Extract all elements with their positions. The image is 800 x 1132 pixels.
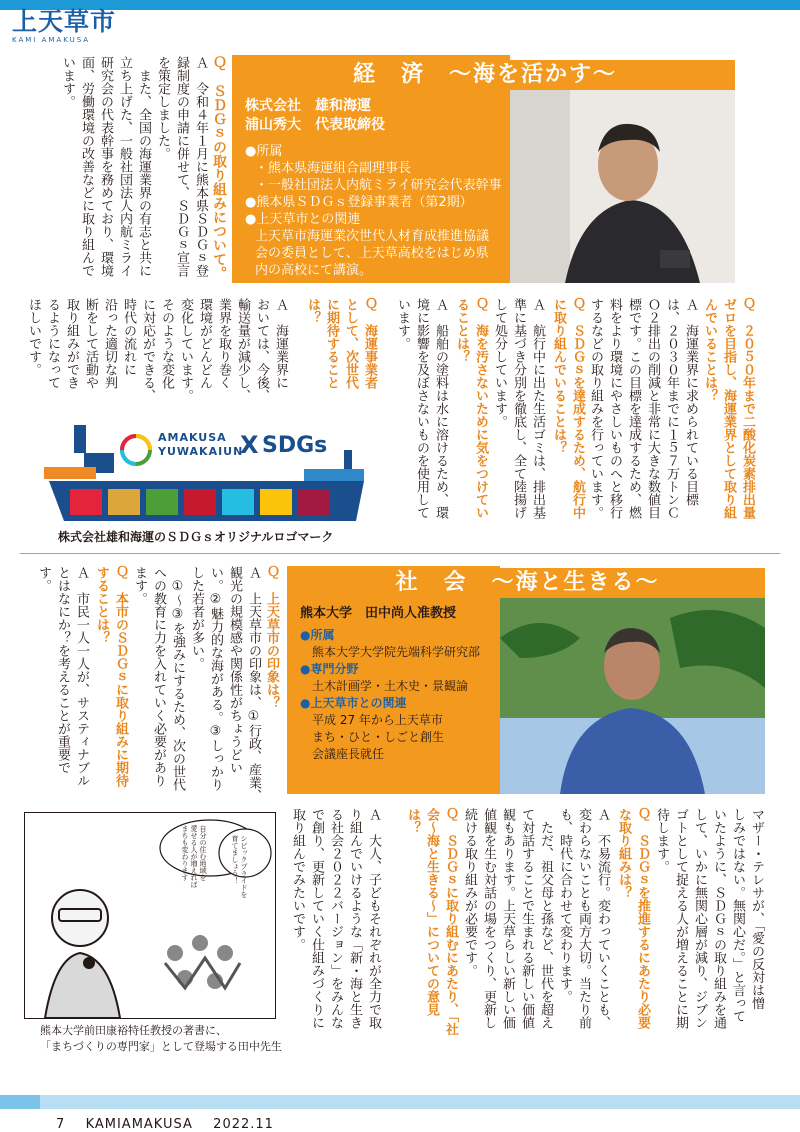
footer-bar [0,1095,40,1109]
society-qa-4-a: Ａ 大人、子どもそれぞれが全力で取 り組んでいけるような「新・海と生き る社会２０２２バージョン」をみんな で創り、更新していく仕組みづくりに 取り組んでみたいです。 [290,808,381,1029]
economy-profile-line: ●所属 [245,144,283,159]
section-divider [20,553,780,554]
society-profile-line: 熊本大学大学院先端科学研究部 [312,645,481,659]
economy-profile-line: ●熊本県ＳＤＧｓ登録事業者（第2期） [245,195,473,210]
logo-caption: 株式会社雄和海運のＳＤＧｓオリジナルロゴマーク [58,530,334,544]
economy-profile-line: ・一般社団法人内航ミライ研究会代表幹事 [255,178,502,193]
economy-profile-line: ●上天草市との関連 [245,212,361,227]
economy-qa-4-q: Ｑ 海を汚さないために気をつけてい ることは？ [454,298,488,519]
manga-bubble-love: 自分の住む地域を 愛せる人が増えれば まちも変わります [181,825,207,888]
footer-bar-light [40,1095,800,1109]
economy-qa-2-q: Ｑ ２０５０年まで二酸化炭素排出量 ゼロを目指し、海運業界として取り組 んでいることは？ [702,298,755,519]
economy-qa-5-a: Ａ 海運業界に おいては、今後、 輸送量が減少し、 業界を取り巻く 環境がどんどん 変化しています。 そのような変化 に対応ができる、 時代の流れに 沿った適切な判 断をして活動や 取り組みができ るようになって ほしいです。 [26,298,288,402]
society-profile-line: 平成 27 年から上天草市 [312,713,443,727]
society-profile-line: まち・ひと・しごと創生 [312,730,445,744]
economy-profile-line: 上天草市海運業次世代人材育成推進協議 [255,229,490,244]
manga-bubble-civic: シビックプライドを 育てましょう！ [231,835,248,898]
society-qa-2-a: Ａ 市民一人一人が、サスティナブル とはなにか？を考えることが重要で す。 [36,566,89,787]
logo-sdgs: SDGs [262,433,328,458]
footer [56,1117,274,1132]
society-profile-line: 会議座長就任 [312,747,385,761]
logo-amakusa: AMAKUSA [158,431,227,444]
society-qa-3-q: Ｑ ＳＤＧｓを推進するにあたり必要 な取り組みは？ [616,808,650,1029]
society-profile-line: ●上天草市との関連 [300,696,407,710]
page-number: 7 [56,1117,66,1132]
society-person: 熊本大学 田中尚人准教授 [300,606,457,621]
city-logo [12,8,132,46]
manga-caption-1: 熊本大学前田康裕特任教授の著書に、 [40,1024,227,1037]
manga-caption-2: 「まちづくりの専門家」として登場する田中先生 [40,1040,282,1053]
economy-company: 株式会社 雄和海運 [245,98,371,114]
economy-qa-3-q: Ｑ ＳＤＧｓを達成するため、航行中 に取り組んでいることは？ [551,298,585,519]
economy-profile [245,97,515,279]
society-profile-line: ●専門分野 [300,662,359,676]
society-qa-2-q: Ｑ 本市のＳＤＧｓに取り組みに期待 することは？ [94,566,128,787]
society-qa-1-q: Ｑ 上天草市の印象は？ [264,566,279,709]
society-profile [300,604,500,763]
economy-profile-line: 内の高校にて講演。 [255,263,373,278]
magazine-name: KAMIAMAKUSA [85,1117,193,1132]
society-portrait-photo [500,598,765,794]
manga-illustration [24,812,276,1019]
economy-portrait-photo [510,90,735,283]
economy-profile-line: ・熊本県海運組合副理事長 [255,161,412,176]
logo-sub: KAMI AMAKUSA [12,36,91,44]
logo-yuwakaiun: YUWAKAIUN [158,445,244,458]
society-profile-line: ●所属 [300,628,335,642]
society-qa-1-a: Ａ 上天草市の印象は、①行政、産業、 観光の規模感や関係性がちょうどい い。②魅力的な海がある。③しっかり した若者が多い。 ①～③を強みにするため、次の世代 への教育に力を入れていく必要があり ます。 [132,566,261,802]
economy-qa-3-a: Ａ 航行中に出た生活ゴミは、排出基 準に基づき分別を徹底し、全て陸揚げ して処分しています。 [492,298,545,519]
society-profile-line: 土木計画学・土木史・景観論 [312,679,469,693]
economy-person: 浦山秀大 代表取締役 [245,117,385,133]
logo-x: X [240,431,259,459]
economy-qa-1-a: Ａ 令和４年１月に熊本県ＳＤＧｓ登 録制度の申請に併せて、ＳＤＧｓ宣言 を策定しました。 また、全国の海運業界の有志と共に 立ち上げた、一般社団法人内航ミライ 研究会の代表幹事を務めており、環境 面、労働環境の改善などに取り組んで います。 [60,56,208,277]
society-section-title: 社 会 ～海と生きる～ [290,568,765,598]
society-qa-3-a: Ａ 不易流行。変わっていくことも、 変わらないことも両方大切。当たり前 も、時代に合わせて変わります。 ただ、祖父母と孫など、世代を超え て対話することで生まれる新しい価値 観もあります。上天草らしい新しい価 値観を生む対話の場をつくり、更新し 続ける取り組みが必要です。 [462,808,610,1029]
society-qa-4-q: Ｑ ＳＤＧｓに取り組むにあたり、「社 会～海と生きる～」についての意見 は？ [405,808,458,1036]
economy-qa-4-a: Ａ 船舶の塗料は水に溶けるため、環 境に影響を及ぼさないものを使用して います。 [395,298,448,519]
economy-profile-line: 会の委員として、上天草高校をはじめ県 [255,246,489,261]
logo-text: 上天草市 [12,7,117,36]
economy-qa-5-q: Ｑ 海運事業者 として、次世代 に期待すること は？ [305,298,377,389]
sdgs-ship-logo [44,425,384,525]
society-qa-3-intro: マザー・テレサが、「愛の反対は憎 しみではない。無関心だ。」と言って いたように、ＳＤＧｓの取り組みを通 して、いかに無関心層が減り、ジブン ゴトとして捉える人が増えることに期 待します。 [654,808,764,1029]
economy-qa-2-a: Ａ 海運業界に求められている目標 は、２０３０年までに１５７万トンＣ Ｏ２排出の削減と非常に大きな数値目 標です。この目標を達成するため、燃 料をより環境にやさしいものへと移行 するなどの取り組みを行っています。 [588,298,698,519]
economy-qa-1-q: Ｑ ＳＤＧｓの取り組みについて。 [211,56,227,280]
issue-date: 2022.11 [213,1117,274,1132]
economy-section-title: 経 済 ～海を活かす～ [235,60,735,90]
